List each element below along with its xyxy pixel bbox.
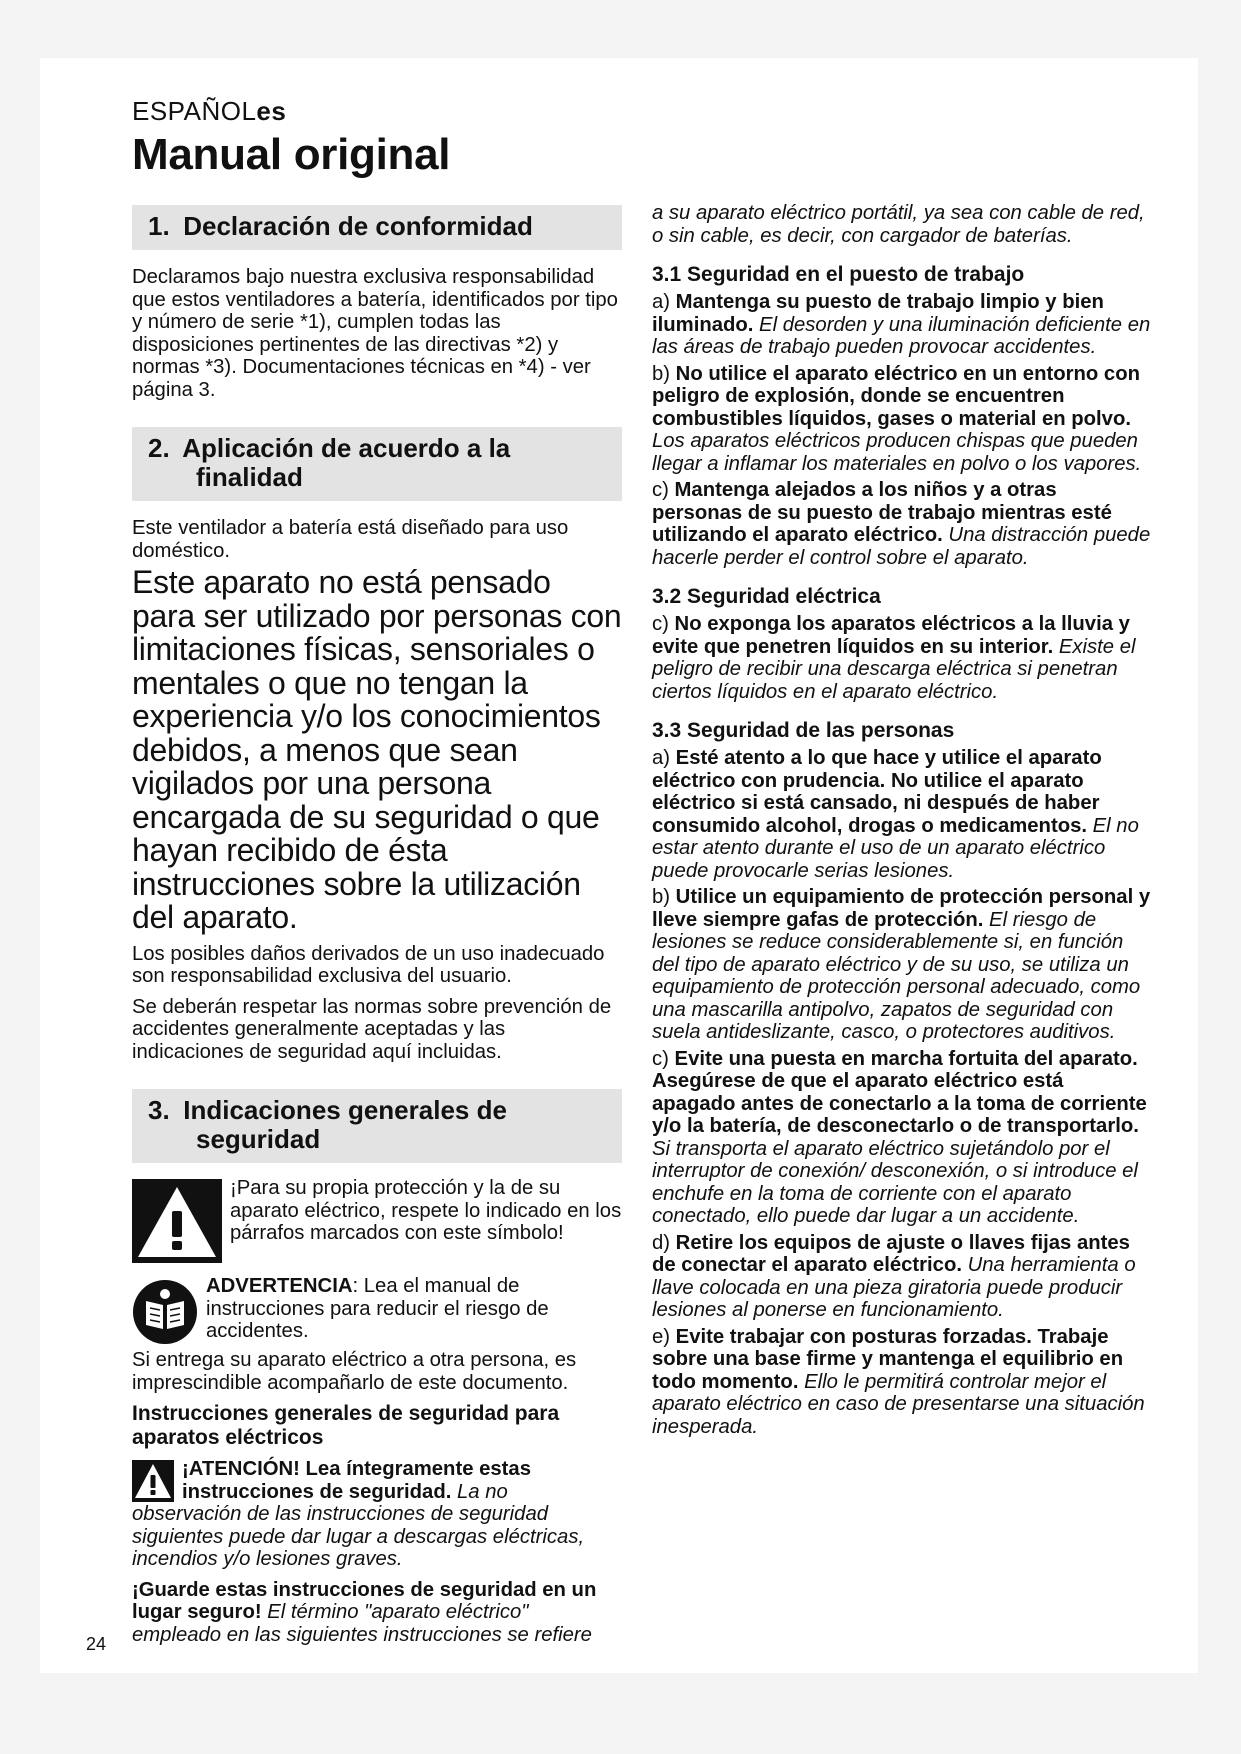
rule-bold: Utilice un equipamiento de protección personal y lleve siempre gafas de protección.: [652, 886, 1151, 931]
usage-warning-large: Este aparato no está pensado para ser utilizado por personas con limitaciones físicas, sensoriales o mentales o que no tengan la experiencia y/o los conocimientos debidos, a menos que sean vigilados por una persona encargada de su seguridad o que hayan recibido de ésta instrucciones sobre la utilización del aparato.: [132, 564, 622, 935]
atencion-bold: ¡ATENCIÓN! Lea íntegramente estas instrucciones de seguridad.: [182, 1458, 531, 1503]
rule-label: c): [652, 613, 669, 635]
warning-symbol-text: ¡Para su propia protección y la de su aparato eléctrico, respete lo indicado en los párrafos marcados con este símbolo!: [230, 1177, 622, 1244]
continuation-text: a su aparato eléctrico portátil, ya sea con cable de red, o sin cable, es decir, con cargador de baterías.: [652, 202, 1145, 247]
right-column: [652, 202, 1152, 1438]
damage-text: Los posibles daños derivados de un uso inadecuado son responsabilidad exclusiva del usuario.: [132, 942, 605, 987]
language-name: ESPAÑOL: [132, 96, 257, 126]
guarde-italic: El término "aparato eléctrico" empleado en las siguientes instrucciones se refiere: [132, 1601, 592, 1646]
rule-3-3-d: [652, 1232, 1152, 1322]
rule-label: c): [652, 1047, 669, 1070]
guarde-paragraph: [132, 1579, 622, 1647]
rule-3-3-a: [652, 747, 1152, 882]
rule-3-2-c: [652, 613, 1152, 703]
section-3-2-heading: 3.2 Seguridad eléctrica: [652, 585, 881, 608]
rule-3-1-b: [652, 363, 1152, 476]
rule-italic: El no estar atento durante el uso de un aparato eléctrico puede provocarle serias lesiones.: [652, 814, 1139, 882]
section-2-number: 2.: [148, 433, 170, 463]
guarde-bold: ¡Guarde estas instrucciones de seguridad en un lugar seguro!: [132, 1578, 597, 1623]
rule-bold: Evite una puesta en marcha fortuita del aparato. Asegúrese de que el aparato eléctrico está apagado antes de conectarlo a la toma de corriente y/o la batería, de desconectarlo o de transportarlo.: [652, 1047, 1147, 1137]
rule-label: b): [652, 362, 671, 385]
rule-bold: Esté atento a lo que hace y utilice el aparato eléctrico con prudencia. No utilice el aparato eléctrico si está cansado, ni después de haber consumido alcohol, drogas o medicamentos.: [652, 747, 1102, 837]
rule-label: a): [652, 291, 671, 313]
usage-text: Este ventilador a batería está diseñado para uso doméstico.: [132, 517, 569, 562]
section-1-title: Declaración de conformidad: [183, 211, 533, 241]
handover-text: Si entrega su aparato eléctrico a otra persona, es imprescindible acompañarlo de este documento.: [132, 1349, 577, 1394]
rule-label: a): [652, 747, 671, 769]
general-instructions-heading: Instrucciones generales de seguridad para aparatos eléctricos: [132, 1402, 560, 1449]
rule-bold: Evite trabajar con posturas forzadas. Trabaje sobre una base firme y mantenga el equilibrio en todo momento.: [652, 1325, 1124, 1393]
warning-triangle-icon: [132, 1179, 222, 1263]
rule-label: e): [652, 1325, 671, 1348]
rule-italic: Si transporta el aparato eléctrico sujetándolo por el interruptor de conexión/ desconexión, o si introduce el enchufe en la toma de corriente con el aparato conectado, ello puede dar lugar a un accidente.: [652, 1137, 1138, 1227]
language-code: es: [256, 96, 287, 126]
atencion-paragraph: [132, 1458, 622, 1571]
left-column: [132, 205, 622, 1646]
prevention-text: Se deberán respetar las normas sobre prevención de accidentes generalmente aceptadas y las indicaciones de seguridad aquí incluidas.: [132, 995, 612, 1063]
rule-label: c): [652, 479, 669, 501]
read-manual-icon: [132, 1279, 198, 1345]
section-3-1-heading: 3.1 Seguridad en el puesto de trabajo: [652, 263, 1025, 286]
rule-3-1-a: [652, 291, 1152, 359]
rule-label: d): [652, 1231, 671, 1254]
rule-3-3-b: [652, 886, 1152, 1044]
rule-bold: No exponga los aparatos eléctricos a la lluvia y evite que penetren líquidos en su interior.: [652, 613, 1130, 658]
advertencia-body: : Lea el manual de instrucciones para reducir el riesgo de accidentes.: [206, 1275, 549, 1342]
rule-3-1-c: [652, 479, 1152, 569]
section-1-heading: [132, 205, 622, 250]
page-number: 24: [86, 1634, 107, 1654]
section-2-title-line1: Aplicación de acuerdo a la: [182, 433, 511, 463]
rule-italic: Existe el peligro de recibir una descarga eléctrica si penetran ciertos líquidos en el aparato eléctrico.: [652, 635, 1136, 703]
warning-small-icon: [132, 1460, 174, 1502]
section-3-title-line2: seguridad: [196, 1124, 321, 1154]
section-3-3-heading: 3.3 Seguridad de las personas: [652, 719, 955, 742]
advertencia-row: [132, 1275, 622, 1345]
section-3-heading: [132, 1089, 622, 1163]
language-label: [132, 96, 286, 127]
warning-symbol-row: [132, 1177, 622, 1263]
rule-3-3-e: [652, 1326, 1152, 1439]
rule-italic: Los aparatos eléctricos producen chispas que pueden llegar a inflamar los materiales en polvo o los vapores.: [652, 430, 1142, 475]
section-2-heading: [132, 427, 622, 501]
rule-italic: El desorden y una iluminación deficiente en las áreas de trabajo pueden provocar accidentes.: [652, 313, 1151, 358]
section-2-title-line2: finalidad: [196, 462, 303, 492]
rule-italic: Una herramienta o llave colocada en una pieza giratoria puede producir lesiones al ponerse en funcionamiento.: [652, 1254, 1136, 1321]
section-1-number: 1.: [148, 211, 170, 241]
page-title: Manual original: [132, 130, 451, 179]
rule-bold: Retire los equipos de ajuste o llaves fijas antes de conectar el aparato eléctrico.: [652, 1231, 1130, 1276]
conformity-text: Declaramos bajo nuestra exclusiva responsabilidad que estos ventiladores a batería, identificados por tipo y número de serie *1), cumplen todas las disposiciones pertinentes de las directivas *2) y normas *3). Documentaciones técnicas en *4) - ver página 3.: [132, 266, 618, 401]
section-3-title-line1: Indicaciones generales de: [183, 1095, 507, 1125]
rule-italic: Una distracción puede hacerle perder el control sobre el aparato.: [652, 524, 1151, 569]
section-3-number: 3.: [148, 1095, 170, 1125]
rule-bold: Mantenga su puesto de trabajo limpio y bien iluminado.: [652, 291, 1104, 336]
rule-label: b): [652, 886, 671, 908]
rule-bold: Mantenga alejados a los niños y a otras personas de su puesto de trabajo mientras esté utilizando el aparato eléctrico.: [652, 479, 1112, 546]
rule-bold: No utilice el aparato eléctrico en un entorno con peligro de explosión, donde se encuentren combustibles líquidos, gases o material en polvo.: [652, 362, 1140, 430]
atencion-italic: La no observación de las instrucciones de seguridad siguientes puede dar lugar a descargas eléctricas, incendios y/o lesiones graves.: [132, 1480, 585, 1570]
rule-italic: Ello le permitirá controlar mejor el aparato eléctrico en caso de presentarse una situación inesperada.: [652, 1370, 1145, 1438]
rule-italic: El riesgo de lesiones se reduce considerablemente si, en función del tipo de aparato eléctrico y de su uso, se utiliza un equipamiento de protección personal adecuado, como una mascarilla antipolvo, zapatos de seguridad con suela antideslizante, casco, o protectores auditivos.: [652, 908, 1141, 1043]
advertencia-text: [206, 1275, 622, 1343]
rule-3-3-c: [652, 1048, 1152, 1228]
advertencia-label: ADVERTENCIA: [206, 1275, 353, 1297]
